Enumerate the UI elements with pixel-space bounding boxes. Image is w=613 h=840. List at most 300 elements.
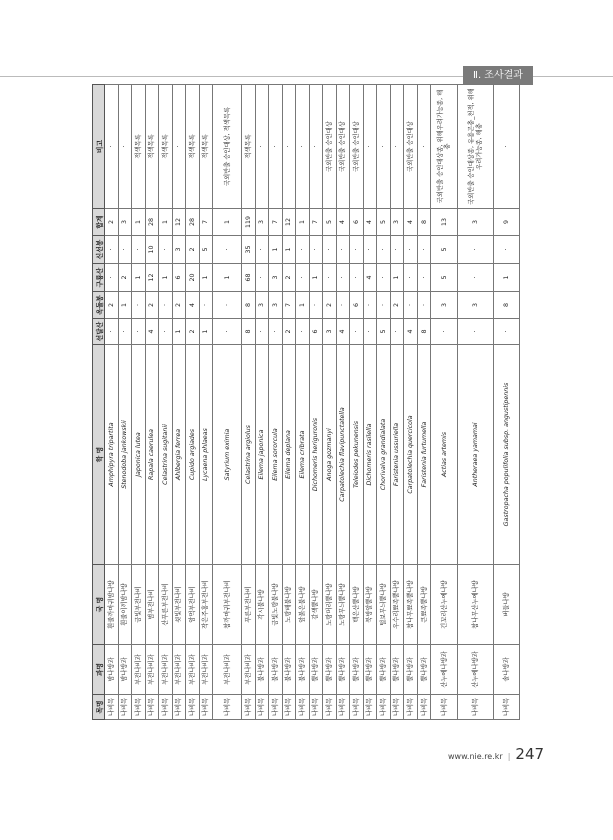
cell-total: 1 [296,209,310,236]
cell-okdolbong: 2 [145,292,159,319]
cell-seondalsan: 6 [309,319,323,345]
cell-total: 4 [363,209,377,236]
cell-sinseonbong: · [377,236,391,264]
cell-total: 119 [242,209,256,236]
cell-order: 나비목 [105,695,119,720]
cell-seondalsan: · [269,319,283,345]
cell-family: 뿔나방과 [390,645,404,695]
cell-order: 나비목 [172,695,186,720]
table-row [336,85,350,720]
table-row [132,85,146,720]
cell-order: 나비목 [186,695,200,720]
cell-korean-name: 푸른부전나비 [242,565,256,645]
cell-family: 뿔나방과 [350,645,364,695]
cell-family: 뿔나방과 [404,645,418,695]
cell-family: 산누에나방과 [458,645,494,695]
cell-sinseonbong: 3 [172,236,186,264]
cell-total: 4 [336,209,350,236]
cell-total: 28 [186,209,200,236]
cell-guryongsan: 20 [186,264,200,292]
cell-remarks: 국외반출 승인대상 [336,85,350,209]
cell-scientific-name: Antheraea yamamai [458,345,494,565]
cell-order: 나비목 [199,695,213,720]
cell-sinseonbong: · [363,236,377,264]
cell-sinseonbong: · [159,236,173,264]
cell-okdolbong: 8 [242,292,256,319]
cell-remarks: · [172,85,186,209]
cell-order: 나비목 [323,695,337,720]
cell-seondalsan: · [296,319,310,345]
cell-order: 나비목 [494,695,520,720]
table-row [494,85,520,720]
cell-order: 나비목 [309,695,323,720]
table-row [309,85,323,720]
cell-remarks: · [282,85,296,209]
cell-order: 나비목 [213,695,242,720]
cell-scientific-name: Eilema japonica [255,345,269,565]
cell-order: 나비목 [390,695,404,720]
cell-scientific-name: Lycaena phlaeas [199,345,213,565]
header-korean-name: 국 명 [93,565,105,645]
cell-remarks: 국외반출 승인대상 [323,85,337,209]
cell-total: 1 [213,209,242,236]
cell-total: 5 [377,209,391,236]
cell-guryongsan: · [105,264,119,292]
cell-guryongsan: 1 [309,264,323,292]
cell-remarks: · [363,85,377,209]
cell-scientific-name: Teleiodes pekunensis [350,345,364,565]
cell-korean-name: 각시불나방 [255,565,269,645]
page-number: 247 [515,745,545,763]
cell-korean-name: 노랑배불나방 [282,565,296,645]
cell-seondalsan: 8 [242,319,256,345]
cell-total: 12 [282,209,296,236]
cell-order: 나비목 [145,695,159,720]
cell-sinseonbong: 1 [282,236,296,264]
cell-scientific-name: Dichomeris rasilella [363,345,377,565]
cell-order: 나비목 [377,695,391,720]
cell-korean-name: 긴꼬리산누에나방 [431,565,458,645]
header-family: 과명 [93,645,105,695]
cell-remarks: · [255,85,269,209]
cell-guryongsan: · [255,264,269,292]
cell-okdolbong: · [199,292,213,319]
cell-scientific-name: Anoga gozmanyi [323,345,337,565]
cell-scientific-name: Faristenia ussuriella [390,345,404,565]
cell-order: 나비목 [242,695,256,720]
cell-remarks: 적색목록 [199,85,213,209]
cell-okdolbong: · [377,292,391,319]
cell-guryongsan: · [350,264,364,292]
cell-total: 2 [105,209,119,236]
table-row [255,85,269,720]
cell-family: 부전나비과 [145,645,159,695]
cell-okdolbong: 6 [350,292,364,319]
cell-sinseonbong: 5 [199,236,213,264]
cell-remarks: · [309,85,323,209]
cell-seondalsan: · [458,319,494,345]
cell-family: 부전나비과 [186,645,200,695]
cell-family: 뿔나방과 [336,645,350,695]
cell-order: 나비목 [458,695,494,720]
cell-remarks: 적색목록 [145,85,159,209]
cell-seondalsan: 2 [282,319,296,345]
cell-okdolbong: · [132,292,146,319]
table-row [377,85,391,720]
cell-family: 뿔나방과 [377,645,391,695]
cell-sinseonbong: · [494,236,520,264]
cell-sinseonbong: 5 [431,236,458,264]
cell-family: 밤나방과 [105,645,119,695]
cell-korean-name: 앞붉은불나방 [296,565,310,645]
cell-order: 나비목 [269,695,283,720]
cell-scientific-name: Amphipyra tripartita [105,345,119,565]
cell-family: 뿔나방과 [309,645,323,695]
cell-total: 4 [404,209,418,236]
cell-scientific-name: Carpatolechia flavipunctatella [336,345,350,565]
cell-korean-name: 금빛노랑불나방 [269,565,283,645]
page-footer [448,745,544,763]
table-row [242,85,256,720]
cell-guryongsan: 68 [242,264,256,292]
header-seondalsan: 선달산 [93,319,105,345]
cell-order: 나비목 [282,695,296,720]
cell-family: 뿔나방과 [363,645,377,695]
cell-scientific-name: Cupido argiades [186,345,200,565]
cell-order: 나비목 [118,695,132,720]
cell-guryongsan: 12 [145,264,159,292]
cell-guryongsan: · [417,264,431,292]
cell-remarks: 국외반출 승인대상 [404,85,418,209]
cell-okdolbong: · [336,292,350,319]
cell-okdolbong: 3 [269,292,283,319]
cell-sinseonbong: · [132,236,146,264]
cell-sinseonbong: · [309,236,323,264]
table-row [431,85,458,720]
cell-remarks: 적색목록 [159,85,173,209]
cell-sinseonbong: · [105,236,119,264]
cell-guryongsan: 2 [282,264,296,292]
cell-remarks: 국외반출 승인대상 [350,85,364,209]
cell-order: 나비목 [336,695,350,720]
cell-sinseonbong: · [255,236,269,264]
table-row [145,85,159,720]
cell-remarks: · [269,85,283,209]
cell-total: 13 [431,209,458,236]
cell-remarks: · [296,85,310,209]
cell-sinseonbong: 35 [242,236,256,264]
cell-family: 불나방과 [296,645,310,695]
cell-guryongsan: · [458,264,494,292]
cell-sinseonbong: · [213,236,242,264]
cell-family: 불나방과 [255,645,269,695]
cell-guryongsan: · [296,264,310,292]
cell-seondalsan: · [350,319,364,345]
cell-scientific-name: Stenodoba jankowskii [118,345,132,565]
cell-remarks: 국외반출 승인대상, 적색목록 [213,85,242,209]
cell-remarks: · [417,85,431,209]
header-total: 합계 [93,209,105,236]
footer-separator: | [507,752,511,761]
cell-total: 7 [269,209,283,236]
cell-okdolbong: 4 [186,292,200,319]
cell-korean-name: 노랑무늬뿔나방 [336,565,350,645]
cell-sinseonbong: · [296,236,310,264]
cell-remarks: · [118,85,132,209]
cell-total: 6 [350,209,364,236]
header-okdolbong: 옥돌봉 [93,292,105,319]
table-row [363,85,377,720]
cell-okdolbong: 8 [494,292,520,319]
cell-total: 9 [494,209,520,236]
cell-seondalsan: · [431,319,458,345]
cell-order: 나비목 [431,695,458,720]
cell-seondalsan: 5 [377,319,391,345]
cell-total: 8 [417,209,431,236]
table-row [390,85,404,720]
cell-seondalsan: 2 [186,319,200,345]
cell-seondalsan: 3 [323,319,337,345]
cell-scientific-name: Celastrina argiolus [242,345,256,565]
table-row [159,85,173,720]
cell-okdolbong: 2 [172,292,186,319]
cell-family: 불나방과 [269,645,283,695]
header-remarks: 비고 [93,85,105,209]
cell-seondalsan: 1 [199,319,213,345]
cell-sinseonbong: · [390,236,404,264]
cell-order: 나비목 [296,695,310,720]
cell-korean-name: 큰뾰족뿔나방 [417,565,431,645]
cell-korean-name: 우수리뾰족뿔나방 [390,565,404,645]
cell-remarks: · [105,85,119,209]
cell-okdolbong: 1 [118,292,132,319]
table-row [404,85,418,720]
cell-order: 나비목 [417,695,431,720]
table-row [323,85,337,720]
cell-okdolbong: 7 [282,292,296,319]
cell-total: 5 [323,209,337,236]
cell-scientific-name: Faristenia furtumella [417,345,431,565]
table-header-row [93,85,105,720]
cell-okdolbong: · [213,292,242,319]
cell-remarks: 적색목록 [132,85,146,209]
cell-family: 부전나비과 [199,645,213,695]
cell-okdolbong: 2 [390,292,404,319]
cell-guryongsan: 1 [213,264,242,292]
cell-okdolbong: 3 [255,292,269,319]
cell-sinseonbong: 2 [186,236,200,264]
cell-korean-name: 산푸른부전나비 [159,565,173,645]
cell-seondalsan: · [132,319,146,345]
table-row [199,85,213,720]
section-header: Ⅱ. 조사결과 [463,66,533,85]
cell-seondalsan: · [390,319,404,345]
cell-scientific-name: Satyrium eximia [213,345,242,565]
cell-korean-name: 범부전나비 [145,565,159,645]
cell-sinseonbong: · [350,236,364,264]
cell-guryongsan: 1 [494,264,520,292]
cell-seondalsan: · [159,319,173,345]
cell-guryongsan: 1 [159,264,173,292]
cell-sinseonbong: 10 [145,236,159,264]
table-row [118,85,132,720]
cell-korean-name: 금빛부전나비 [132,565,146,645]
cell-guryongsan: 1 [390,264,404,292]
cell-guryongsan: · [323,264,337,292]
cell-korean-name: 북방알뿔나방 [363,565,377,645]
cell-guryongsan: 2 [118,264,132,292]
cell-guryongsan: 4 [363,264,377,292]
cell-total: 3 [390,209,404,236]
header-guryongsan: 구룡산 [93,264,105,292]
table-row [105,85,119,720]
cell-order: 나비목 [255,695,269,720]
cell-scientific-name: Rapala caerulea [145,345,159,565]
cell-sinseonbong: · [118,236,132,264]
cell-remarks: · [390,85,404,209]
cell-order: 나비목 [132,695,146,720]
cell-guryongsan: 1 [132,264,146,292]
cell-guryongsan: 6 [172,264,186,292]
cell-sinseonbong: · [323,236,337,264]
cell-okdolbong: · [159,292,173,319]
cell-scientific-name: Eilema sororcula [269,345,283,565]
table-row [296,85,310,720]
cell-seondalsan: · [255,319,269,345]
cell-seondalsan: · [118,319,132,345]
cell-scientific-name: Eilema cribrata [296,345,310,565]
cell-korean-name: 노랑머리뿔나방 [323,565,337,645]
cell-seondalsan: 1 [172,319,186,345]
table-row [186,85,200,720]
cell-order: 나비목 [350,695,364,720]
cell-remarks: 국외반출 승인대상종, 유용곤충_천적, 위해우려가능종, 해충 [458,85,494,209]
cell-korean-name: 작은주홍부전나비 [199,565,213,645]
cell-okdolbong: 3 [431,292,458,319]
cell-guryongsan: · [404,264,418,292]
cell-guryongsan: 3 [269,264,283,292]
cell-family: 부전나비과 [242,645,256,695]
cell-order: 나비목 [363,695,377,720]
cell-remarks: 적색목록 [186,85,200,209]
cell-total: 3 [458,209,494,236]
cell-seondalsan: · [105,319,119,345]
table-row [172,85,186,720]
cell-seondalsan: 4 [336,319,350,345]
cell-korean-name: 참까마귀부전나비 [213,565,242,645]
header-order: 목명 [93,695,105,720]
table-row [282,85,296,720]
cell-okdolbong: 3 [458,292,494,319]
cell-korean-name: 백은산뿔나방 [350,565,364,645]
cell-scientific-name: Ahlbergia ferrea [172,345,186,565]
cell-scientific-name: Carpatolechia quercicola [404,345,418,565]
cell-guryongsan: · [377,264,391,292]
cell-korean-name: 흰줄까마귀밤나방 [105,565,119,645]
cell-sinseonbong: 1 [269,236,283,264]
cell-scientific-name: Celastrina sugitanii [159,345,173,565]
header-scientific-name: 학 명 [93,345,105,565]
cell-korean-name: 갈색뿔나방 [309,565,323,645]
cell-remarks: · [494,85,520,209]
cell-total: 1 [132,209,146,236]
cell-okdolbong: · [309,292,323,319]
header-sinseonbong: 신선봉 [93,236,105,264]
footer-url[interactable]: www.nie.re.kr [448,752,503,761]
cell-seondalsan: 4 [404,319,418,345]
cell-korean-name: 흰줄이끼밤나방 [118,565,132,645]
table-row [417,85,431,720]
cell-scientific-name: Dichomeris heriguronis [309,345,323,565]
cell-total: 7 [199,209,213,236]
cell-scientific-name: Gastropacha populifolia subsp. angustipennis [494,345,520,565]
cell-korean-name: 참나무산누에나방 [458,565,494,645]
cell-okdolbong: · [404,292,418,319]
cell-korean-name: 암먹부전나비 [186,565,200,645]
cell-scientific-name: Chorivalva grandialata [377,345,391,565]
cell-guryongsan: · [336,264,350,292]
table-row [458,85,494,720]
species-table-container [92,85,520,720]
cell-korean-name: 털보무늬뿔나방 [377,565,391,645]
cell-seondalsan: 8 [417,319,431,345]
cell-korean-name: 버들나방 [494,565,520,645]
cell-total: 7 [309,209,323,236]
cell-seondalsan: 4 [145,319,159,345]
cell-family: 불나방과 [282,645,296,695]
cell-sinseonbong: · [458,236,494,264]
cell-total: 3 [118,209,132,236]
cell-sinseonbong: · [404,236,418,264]
cell-total: 1 [159,209,173,236]
cell-family: 뿔나방과 [323,645,337,695]
cell-remarks: · [377,85,391,209]
cell-family: 산누에나방과 [431,645,458,695]
cell-family: 부전나비과 [172,645,186,695]
cell-remarks: 적색목록 [242,85,256,209]
cell-okdolbong: 2 [105,292,119,319]
cell-okdolbong: 1 [296,292,310,319]
cell-guryongsan: 5 [431,264,458,292]
cell-guryongsan: 1 [199,264,213,292]
cell-order: 나비목 [404,695,418,720]
cell-seondalsan: · [213,319,242,345]
cell-family: 뿔나방과 [417,645,431,695]
cell-okdolbong: · [417,292,431,319]
species-table [92,84,520,720]
cell-seondalsan: · [363,319,377,345]
cell-order: 나비목 [159,695,173,720]
cell-remarks: 국외반출 승인대상종, 위해우려가능종, 해충 [431,85,458,209]
cell-okdolbong: · [363,292,377,319]
cell-scientific-name: Japonica lutea [132,345,146,565]
cell-total: 12 [172,209,186,236]
cell-sinseonbong: · [336,236,350,264]
table-row [213,85,242,720]
cell-total: 3 [255,209,269,236]
cell-sinseonbong: · [417,236,431,264]
cell-scientific-name: Eilema deplana [282,345,296,565]
cell-family: 부전나비과 [213,645,242,695]
cell-okdolbong: 2 [323,292,337,319]
cell-total: 28 [145,209,159,236]
cell-scientific-name: Actias artemis [431,345,458,565]
table-row [269,85,283,720]
table-row [350,85,364,720]
cell-seondalsan: · [494,319,520,345]
cell-korean-name: 참나무뾰족뿔나방 [404,565,418,645]
cell-family: 밤나방과 [118,645,132,695]
